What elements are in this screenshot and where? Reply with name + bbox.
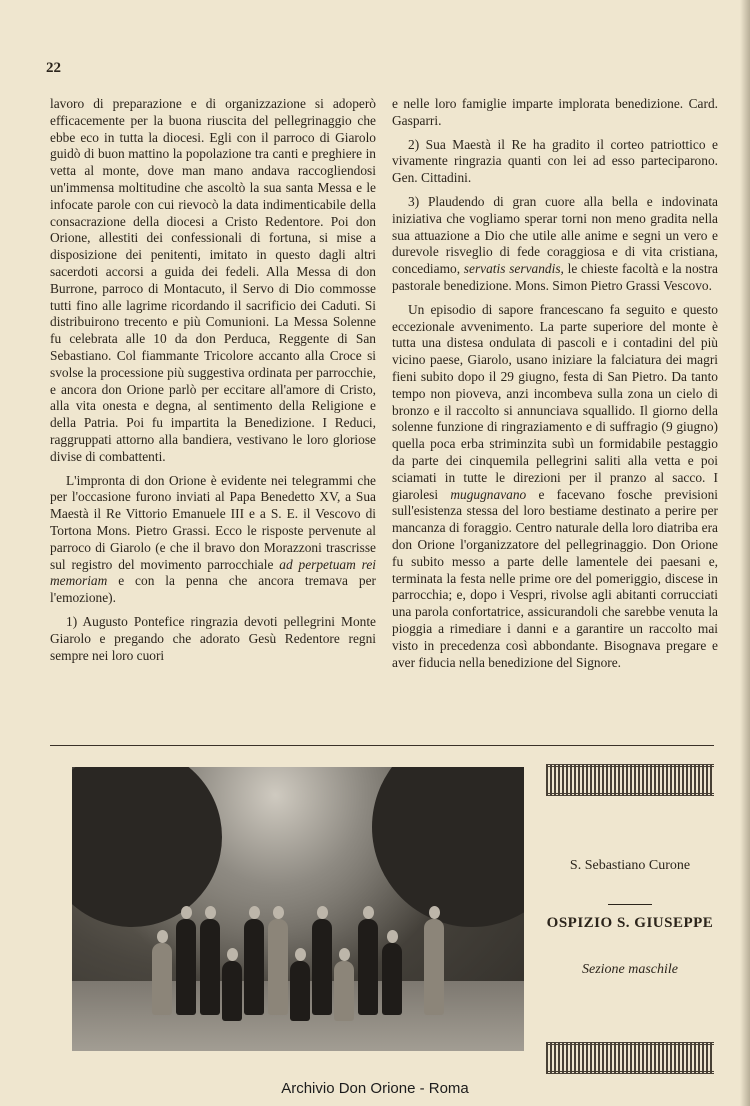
photo-person (312, 919, 332, 1015)
photo-person (382, 943, 402, 1015)
paragraph: 2) Sua Maestà il Re ha gradito il corteo patriottico e vivamente ringrazia quanti con lei ad esso parteciparono. Gen. Cittadini. (392, 136, 718, 186)
paragraph: lavoro di preparazione e di organizzazione si adoperò efficacemente per la buona riuscita del pellegrinaggio che ebbe eco in tutta la diocesi. Egli con il parroco di Giarolo guidò di buon mattino la popolazione tra canti e preghiere in vetta al monte, dove man mano andava raccogliendosi un'immensa moltitudine che ascoltò la sua santa Messa e le infocate parole con cui rievocò la data indimenticabile della consacrazione della diocesi a Cristo Redentore. Poi don Orione, allestiti dei confessionali di fortuna, si mise a disposizione dei penitenti, imitato in questo dagli altri sacerdoti accorsi a guida dei fedeli. Alla Messa di don Burrone, parroco di Montacuto, il Servo di Dio commosse tutti fino alle lagrime ricordando il sacrificio dei Caduti. Si distribuirono trecento e più Comunioni. La Messa Solenne fu celebrata alle 10 da don Perduca, Reggente di San Sebastiano. Col fiammante Tricolore accanto alla Croce si svolse la processione più suggestiva ordinata per parrocchie, e ancora don Orione parlò per eccitare all'amore di Cristo, alla vita onesta e degna, al sentimento della Religione e della Patria. Poi fu impartita la Benedizione. I Reduci, raggruppati attorno alla bandiera, vestivano le loro gloriose divise di combattenti. (50, 96, 376, 464)
text-run: 3) Plaudendo di gran cuore alla bella e indovinata iniziativa che vogliamo sperar torni non meno gradita nella sua attuazione a Dio che utile alle anime e segni un vero e durevole risveglio di fede coraggiosa e di vita cristiana, concediamo, (392, 193, 718, 277)
photo-caption (540, 760, 720, 1078)
photo-person (290, 961, 310, 1021)
caption-divider (608, 904, 652, 905)
paragraph: e nelle loro famiglie imparte implorata benedizione. Card. Gasparri. (392, 96, 718, 128)
caption-place: S. Sebastiano Curone (569, 858, 691, 873)
photo-person (222, 961, 242, 1021)
paragraph (392, 302, 718, 672)
text-run: Un episodio di sapore francescano fa seguito e questo eccezionale avvenimento. La parte superiore del monte è tutta una distesa ondulata di pascoli e i contadini del più vicino paese, Giarolo, usano iniziare la falciatura dei magri fieni subito dopo il 29 giugno, festa di San Pietro. Da tanto tempo non pioveva, anzi incombeva sulla zona un cielo di bronzo e il raccolto si annunciava squallido. Il giorno della solenne funzione di ringraziamento e di suffragio (9 giugno) quella poca erba striminzita subì un formidabile pestaggio da parte dei cinquemila pellegrini saliti alla vetta e poi sciamati in tutte le direzioni per il pranzo al sacco. I giarolesi (392, 301, 718, 502)
left-column (50, 96, 376, 671)
photo-person (268, 919, 288, 1015)
paragraph: 1) Augusto Pontefice ringrazia devoti pellegrini Monte Giarolo e pregando che adorato Gesù Redentore regni sempre nei loro cuori (50, 613, 376, 663)
paragraph (50, 473, 376, 607)
caption-institution: OSPIZIO S. GIUSEPPE (546, 915, 714, 931)
photo-person (358, 919, 378, 1015)
page-number: 22 (46, 60, 61, 76)
photo-person (334, 961, 354, 1021)
photo-person (200, 919, 220, 1015)
caption-section: Sezione maschile (581, 962, 679, 977)
text-run: e con la penna che ancora tremava per l'emozione). (50, 573, 376, 606)
dialect-word: mugugnavano (450, 486, 527, 502)
photo-person (152, 943, 172, 1015)
ornament-band (546, 1042, 714, 1074)
photo-person (424, 919, 444, 1015)
ornament-band (546, 764, 714, 796)
text-run: e facevano fosche previsioni sull'esistenza stessa del loro bestiame destinato a perire per mancanza di foraggio. Centro naturale della loro diatriba era don Orione l'organizzatore del pellegrinaggio. Don Orione fu subito messo a parte delle lamentele dei paesani e, terminata la festa nelle prime ore del pomeriggio, discese in parrocchia; e, dopo i Vespri, rivolse agli abitanti corrucciati una parola confortatrice, assicurandoli che sarebbe venuta la pioggia a rimediare i danni e a garantire un raccolto mai visto in precedenza così abbondante. Bisognava pregare e aver fiducia nella benedizione del Signore. (392, 486, 718, 670)
text-run: L'impronta di don Orione è evidente nei telegrammi che per l'occasione furono inviati al Papa Benedetto XV, a Sua Maestà il Re Vittorio Emanuele III e a S. E. il Vescovo di Tortona Mons. Pietro Grassi. Ecco le risposte pervenute al parroco di Giarolo (e che il bravo don Morazzoni trascrisse sul registro del movimento parrocchiale (50, 472, 376, 572)
archive-footer: Archivio Don Orione - Roma (281, 1080, 469, 1097)
photo-person (244, 919, 264, 1015)
right-column (392, 96, 718, 678)
latin-phrase: ad perpetuam rei memoriam (50, 556, 376, 589)
text-run: le chieste facoltà e la nostra pastorale benedizione. Mons. Simon Pietro Grassi Vescovo. (392, 261, 718, 293)
photo-person (176, 919, 196, 1015)
section-divider (50, 745, 714, 746)
latin-phrase: servatis servandis, (463, 261, 564, 277)
page-edge-shadow (740, 0, 750, 1106)
group-photo (72, 767, 524, 1051)
paragraph (392, 194, 718, 295)
